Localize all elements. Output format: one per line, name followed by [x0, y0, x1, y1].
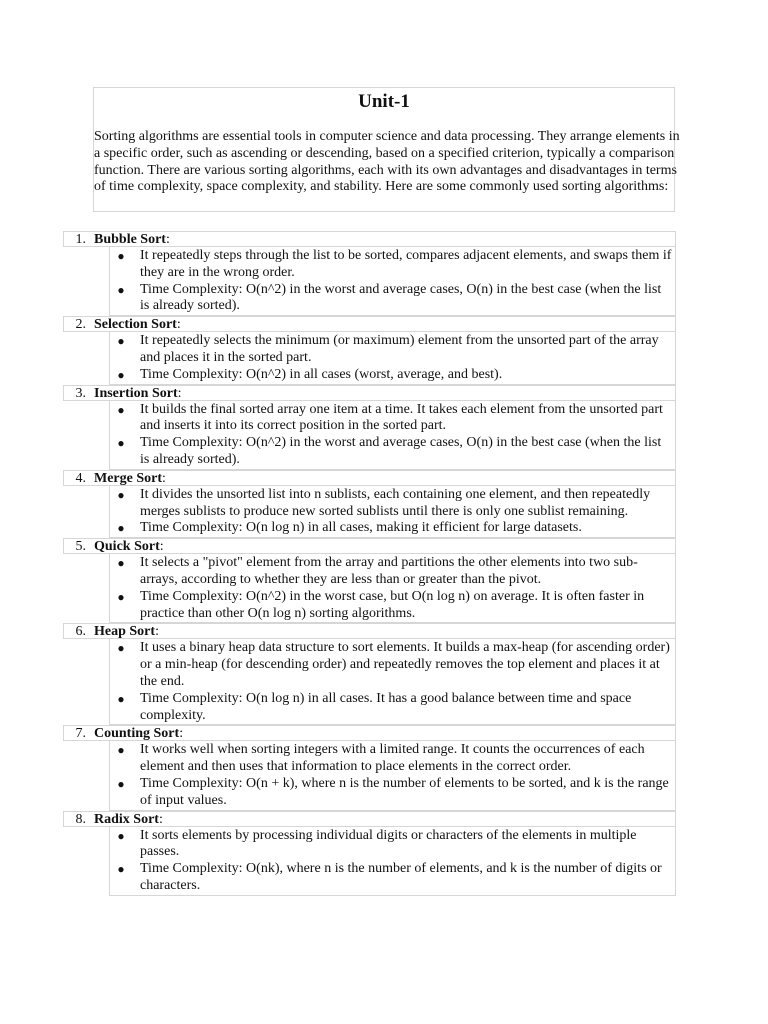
list-item [110, 640, 675, 690]
list-item [110, 248, 675, 282]
algorithm-item [63, 623, 676, 725]
algorithm-name-wrap [94, 386, 182, 401]
algorithm-number: 6. [75, 624, 86, 640]
algorithm-number: 1. [75, 232, 86, 247]
algorithm-name-colon: : [159, 539, 164, 555]
bullet-dot-icon: ● [117, 367, 125, 382]
bullet-text: Time Complexity: O(n log n) in all cases. It has a good balance between time and space complexity. [140, 690, 632, 723]
bullet-text: Time Complexity: O(n^2) in all cases (worst, average, and best). [140, 366, 503, 382]
algorithm-heading [63, 623, 676, 639]
intro-paragraph: Sorting algorithms are essential tools in computer science and data processing. They arrange elements in a specific order, such as ascending or descending, based on a specified criterion, typically a comparison function. There are various sorting algorithms, each with its own advantages and disadvantages in terms of time complexity, space complexity, and stability. Here are some commonly used sorting algorithms: [94, 129, 680, 195]
algorithm-name-wrap [94, 539, 164, 554]
list-item [110, 742, 675, 776]
bullet-list [109, 639, 676, 725]
algorithm-heading [63, 385, 676, 401]
algorithm-number: 4. [75, 470, 86, 486]
algorithm-name: Insertion Sort [94, 385, 178, 401]
bullet-text: It works well when sorting integers with a limited range. It counts the occurrences of each element and then uses that information to place elements in the correct order. [140, 742, 645, 775]
list-item [110, 555, 675, 589]
bullet-text: Time Complexity: O(nk), where n is the number of elements, and k is the number of digits or characters. [140, 861, 662, 893]
list-item [110, 282, 675, 316]
bullet-list [109, 401, 676, 470]
bullet-dot-icon: ● [117, 402, 125, 417]
page-title: Unit-1 [358, 91, 410, 112]
bullet-dot-icon: ● [117, 641, 125, 656]
list-item [110, 861, 675, 895]
list-item [110, 691, 675, 725]
algorithm-number: 3. [75, 385, 86, 401]
algorithm-number: 5. [75, 539, 86, 555]
algorithm-name: Merge Sort [94, 470, 163, 486]
bullet-text: It uses a binary heap data structure to sort elements. It builds a max-heap (for ascending order) or a min-heap (for descending order) and repeatedly removes the top element and places it at the end. [140, 640, 670, 689]
bullet-dot-icon: ● [117, 556, 125, 571]
bullet-dot-icon: ● [117, 282, 125, 297]
algorithm-name: Heap Sort [94, 624, 156, 640]
list-item [110, 828, 675, 862]
algorithm-name: Counting Sort [94, 726, 180, 742]
list-item [110, 333, 675, 367]
bullet-list [109, 486, 676, 538]
algorithm-name-colon: : [177, 385, 182, 401]
bullet-text: It repeatedly steps through the list to be sorted, compares adjacent elements, and swaps them if they are in the wrong order. [140, 248, 672, 280]
bullet-dot-icon: ● [117, 334, 125, 349]
algorithm-name-wrap [94, 232, 170, 247]
algorithm-name-wrap [94, 471, 166, 486]
bullet-dot-icon: ● [117, 521, 125, 536]
algorithm-name-colon: : [158, 811, 163, 827]
algorithm-name-wrap [94, 726, 183, 741]
algorithm-item [63, 725, 676, 810]
bullet-list [109, 247, 676, 316]
algorithm-heading [63, 231, 676, 247]
bullet-list [109, 741, 676, 810]
algorithm-heading [63, 316, 676, 332]
algorithm-heading [63, 811, 676, 827]
bullet-dot-icon: ● [117, 436, 125, 451]
bullet-dot-icon: ● [117, 862, 125, 877]
bullet-text: Time Complexity: O(n + k), where n is the number of elements to be sorted, and k is the range of input values. [140, 775, 669, 808]
bullet-dot-icon: ● [117, 589, 125, 604]
algorithm-name: Bubble Sort [94, 232, 166, 247]
bullet-text: Time Complexity: O(n^2) in the worst and average cases, O(n) in the best case (when the list is already sorted). [140, 435, 662, 467]
bullet-list [109, 554, 676, 623]
algorithm-item [63, 231, 676, 316]
algorithm-name: Selection Sort [94, 317, 177, 333]
algorithm-name: Quick Sort [94, 539, 160, 555]
bullet-text: Time Complexity: O(n^2) in the worst case, but O(n log n) on average. It is often faster in practice than other O(n log n) sorting algorithms. [140, 588, 645, 621]
algorithm-heading [63, 538, 676, 554]
bullet-dot-icon: ● [117, 743, 125, 758]
algorithm-number: 7. [75, 726, 86, 742]
bullet-dot-icon: ● [117, 828, 125, 843]
algorithm-name-wrap [94, 317, 181, 332]
list-item [110, 487, 675, 521]
algorithm-item [63, 316, 676, 384]
list-item [110, 589, 675, 623]
bullet-text: It sorts elements by processing individual digits or characters of the elements in multiple passes. [140, 827, 637, 860]
bullet-dot-icon: ● [117, 249, 125, 263]
algorithm-name: Radix Sort [94, 811, 159, 827]
algorithm-number: 8. [75, 811, 86, 827]
list-item [110, 435, 675, 469]
algorithm-name-colon: : [155, 624, 159, 640]
algorithm-name-colon: : [162, 470, 166, 486]
algorithm-list [63, 231, 676, 896]
list-item [110, 520, 675, 537]
list-item [110, 402, 675, 436]
algorithm-name-colon: : [165, 232, 170, 247]
bullet-text: Time Complexity: O(n log n) in all cases, making it efficient for large datasets. [140, 520, 582, 536]
bullet-list [109, 827, 676, 896]
algorithm-name-wrap [94, 624, 159, 639]
bullet-text: It builds the final sorted array one item at a time. It takes each element from the unsorted part and inserts it into its correct position in the sorted part. [140, 401, 663, 434]
algorithm-name-wrap [94, 812, 163, 827]
algorithm-number: 2. [75, 317, 86, 333]
algorithm-heading [63, 725, 676, 741]
algorithm-item [63, 385, 676, 470]
bullet-text: It selects a "pivot" element from the array and partitions the other elements into two sub-arrays, according to whether they are less than or greater than the pivot. [140, 555, 638, 587]
algorithm-name-colon: : [176, 317, 181, 333]
bullet-dot-icon: ● [117, 691, 125, 706]
bullet-list [109, 332, 676, 384]
bullet-text: It divides the unsorted list into n sublists, each containing one element, and then repeatedly merges sublists to produce new sorted sublists until there is only one sublist remaining. [140, 486, 651, 519]
list-item [110, 367, 675, 384]
bullet-dot-icon: ● [117, 487, 125, 502]
algorithm-item [63, 470, 676, 538]
algorithm-name-colon: : [179, 726, 184, 742]
list-item [110, 776, 675, 810]
bullet-text: It repeatedly selects the minimum (or maximum) element from the unsorted part of the array and places it in the sorted part. [140, 333, 659, 365]
bullet-dot-icon: ● [117, 776, 125, 791]
bullet-text: Time Complexity: O(n^2) in the worst and average cases, O(n) in the best case (when the list is already sorted). [140, 281, 662, 314]
algorithm-item [63, 538, 676, 623]
intro-box [93, 87, 680, 212]
algorithm-heading [63, 470, 676, 486]
algorithm-item [63, 811, 676, 896]
